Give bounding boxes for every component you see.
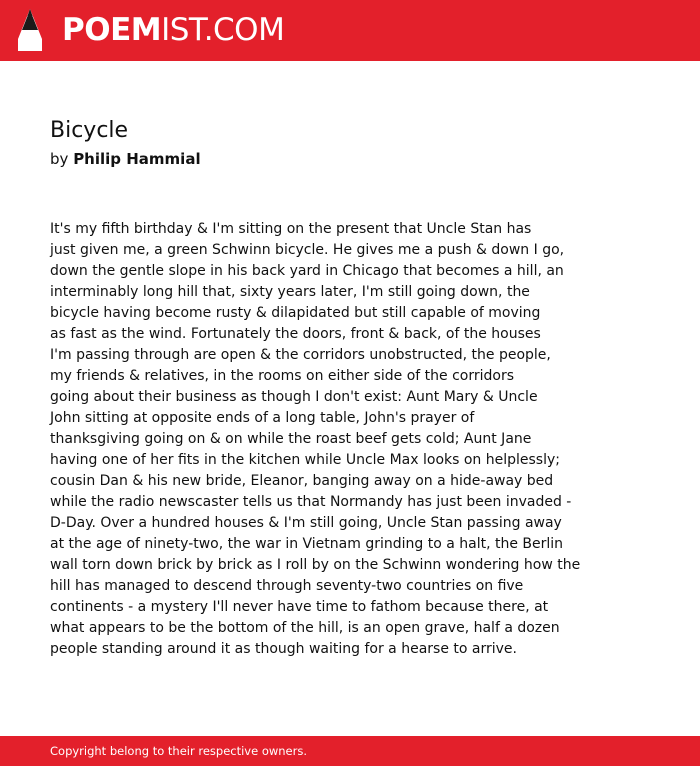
poem-line: while the radio newscaster tells us that Normandy has just been invaded - xyxy=(50,494,572,510)
poem-line: down the gentle slope in his back yard in Chicago that becomes a hill, an xyxy=(50,263,564,279)
copyright-notice: Copyright belong to their respective owners. xyxy=(50,744,308,758)
poem-line: my friends & relatives, in the rooms on either side of the corridors xyxy=(50,368,515,384)
site-logo[interactable] xyxy=(62,12,284,48)
pencil-tip-icon[interactable] xyxy=(17,9,43,51)
poem-line: D-Day. Over a hundred houses & I'm still going, Uncle Stan passing away xyxy=(50,515,562,531)
poem-byline xyxy=(50,148,201,170)
poem-line: I'm passing through are open & the corridors unobstructed, the people, xyxy=(50,347,551,363)
poem-line: having one of her fits in the kitchen while Uncle Max looks on helplessly; xyxy=(50,452,560,468)
poem-line: hill has managed to descend through seventy-two countries on five xyxy=(50,578,524,594)
byline-prefix: by xyxy=(50,150,69,168)
poem-line: John sitting at opposite ends of a long table, John's prayer of xyxy=(50,410,475,426)
site-header xyxy=(0,0,700,61)
site-footer xyxy=(0,736,700,766)
poem-line: bicycle having become rusty & dilapidated but still capable of moving xyxy=(50,305,541,321)
logo-light-text: IST.COM xyxy=(161,12,285,48)
poem-line: what appears to be the bottom of the hill, is an open grave, half a dozen xyxy=(50,620,560,636)
poem-line: wall torn down brick by brick as I roll by on the Schwinn wondering how the xyxy=(50,557,581,573)
poem-line: people standing around it as though waiting for a hearse to arrive. xyxy=(50,641,517,657)
poem-line: as fast as the wind. Fortunately the doors, front & back, of the houses xyxy=(50,326,541,342)
poem-line: It's my fifth birthday & I'm sitting on the present that Uncle Stan has xyxy=(50,221,532,237)
poem-author: Philip Hammial xyxy=(73,150,201,168)
poem-line: cousin Dan & his new bride, Eleanor, banging away on a hide-away bed xyxy=(50,473,554,489)
poem-line: continents - a mystery I'll never have time to fathom because there, at xyxy=(50,599,549,615)
poem-title: Bicycle xyxy=(50,118,129,143)
poem-line: thanksgiving going on & on while the roast beef gets cold; Aunt Jane xyxy=(50,431,532,447)
poem-line: at the age of ninety-two, the war in Vietnam grinding to a halt, the Berlin xyxy=(50,536,564,552)
poem-line: interminably long hill that, sixty years later, I'm still going down, the xyxy=(50,284,530,300)
poem-body xyxy=(50,219,680,660)
poem-line: going about their business as though I don't exist: Aunt Mary & Uncle xyxy=(50,389,538,405)
poem-line: just given me, a green Schwinn bicycle. He gives me a push & down I go, xyxy=(50,242,565,258)
logo-bold-text: POEM xyxy=(62,12,162,48)
